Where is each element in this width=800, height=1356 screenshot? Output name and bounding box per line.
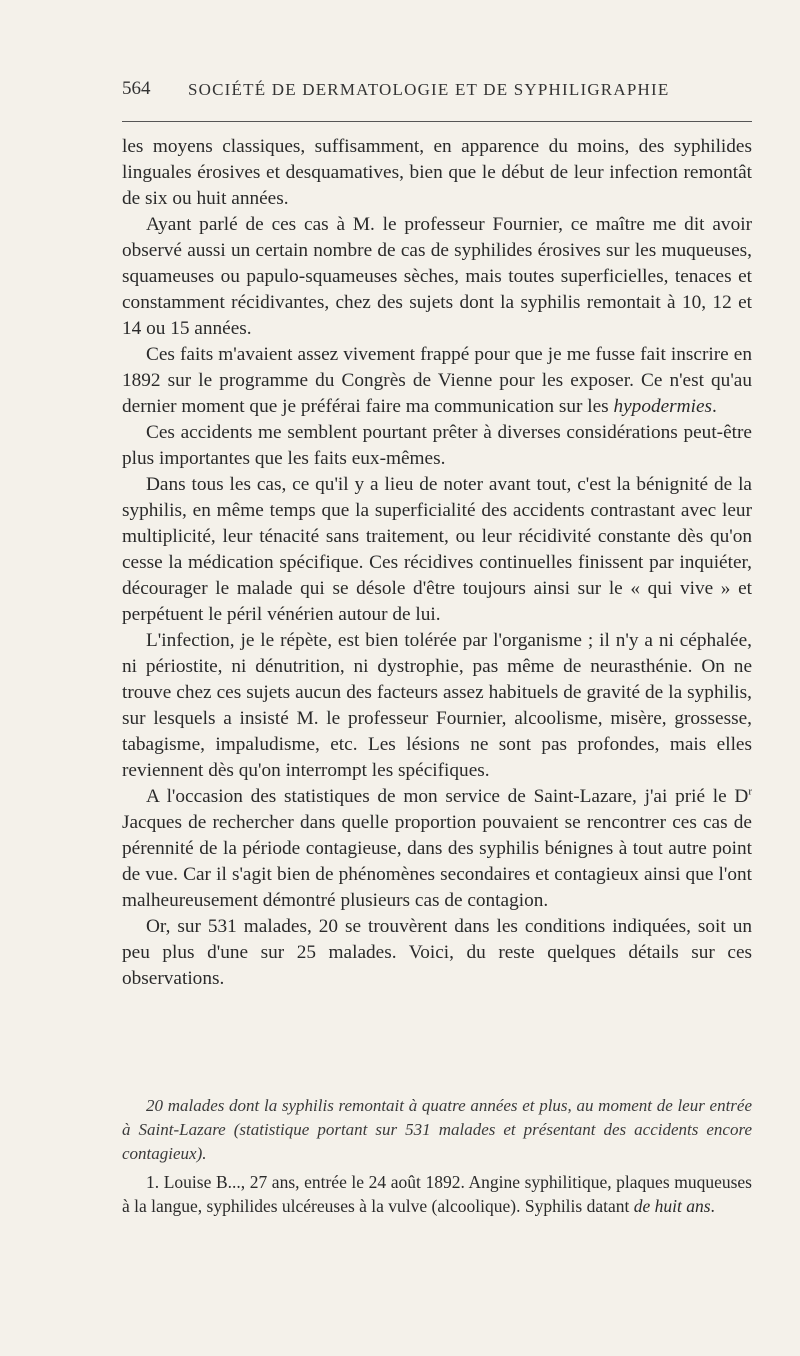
paragraph-4: Ces accidents me semblent pourtant prêter à diverses considérations peut-être plus importantes que les faits eux-mêmes.	[122, 422, 752, 469]
page-header	[122, 78, 752, 108]
running-title: SOCIÉTÉ DE DERMATOLOGIE ET DE SYPHILIGRAPHIE	[188, 80, 670, 99]
paragraph-5: Dans tous les cas, ce qu'il y a lieu de noter avant tout, c'est la bénignité de la syphilis, en même temps que la superficialité des accidents contrastant avec leur multiplicité, leur ténacité sans traitement, ou leur récidivité constante dès qu'on cesse la médication spécifique. Ces récidives continuelles finissent par inquiéter, décourager le malade qui se désole d'être toujours ainsi sur le « qui vive » et perpétuent le péril vénérien autour de lui.	[122, 474, 752, 625]
paragraph-3: Ces faits m'avaient assez vivement frappé pour que je me fusse fait inscrire en 1892 sur le programme du Congrès de Vienne pour les exposer. Ce n'est qu'au dernier moment que je préférai faire ma communication sur les hypodermies.	[122, 344, 752, 417]
paragraph-6: L'infection, je le répète, est bien tolérée par l'organisme ; il n'y a ni céphalée, ni périostite, ni dénutrition, ni dystrophie, pas même de neurasthénie. On ne trouve chez ces sujets aucun des facteurs assez habituels de gravité de la syphilis, sur lesquels a insisté M. le professeur Fournier, alcoolisme, misère, grossesse, tabagisme, impaludisme, etc. Les lésions ne sont pas profondes, mais elles reviennent dès qu'on interrompt les spécifiques.	[122, 630, 752, 781]
paragraph-8: Or, sur 531 malades, 20 se trouvèrent dans les conditions indiquées, soit un peu plus d'une sur 25 malades. Voici, du reste quelques détails sur ces observations.	[122, 916, 752, 989]
statistics-note: 20 malades dont la syphilis remontait à quatre années et plus, au moment de leur entrée à Saint-Lazare (statistique portant sur 531 malades et présentant des accidents encore contagieux).	[122, 1096, 752, 1163]
hypodermies-term: hypodermies	[613, 396, 713, 417]
page-number: 564	[122, 78, 151, 99]
paragraph-7: A l'occasion des statistiques de mon service de Saint-Lazare, j'ai prié le $D^r$ Jacques de rechercher dans quelle proportion pouvaient se rencontrer ces cas de pérennité de la période contagieuse, dans des syphilis bénignes à tout autre point de vue. Car il s'agit bien de phénomènes secondaires et contagieux ainsi que l'ont malheureusement démontré plusieurs cas de contagion.	[122, 785, 752, 911]
main-text	[122, 134, 752, 992]
paragraph-2: Ayant parlé de ces cas à M. le professeur Fournier, ce maître me dit avoir observé aussi un certain nombre de cas de syphilides érosives sur les muqueuses, squameuses ou papulo-squameuses sèches, mais toutes superficielles, tenaces et constamment récidivantes, chez des sujets dont la syphilis remontait à 10, 12 et 14 ou 15 années.	[122, 214, 752, 339]
header-rule	[122, 121, 752, 122]
case-observation: 1. Louise B..., 27 ans, entrée le 24 août 1892. Angine syphilitique, plaques muqueuses à la langue, syphilides ulcéreuses à la vulve (alcoolique). Syphilis datant de huit ans.	[122, 1172, 752, 1216]
paragraph-1: les moyens classiques, suffisamment, en apparence du moins, des syphilides linguales érosives et desquamatives, bien que le début de leur infection remontât de six ou huit années.	[122, 136, 752, 209]
